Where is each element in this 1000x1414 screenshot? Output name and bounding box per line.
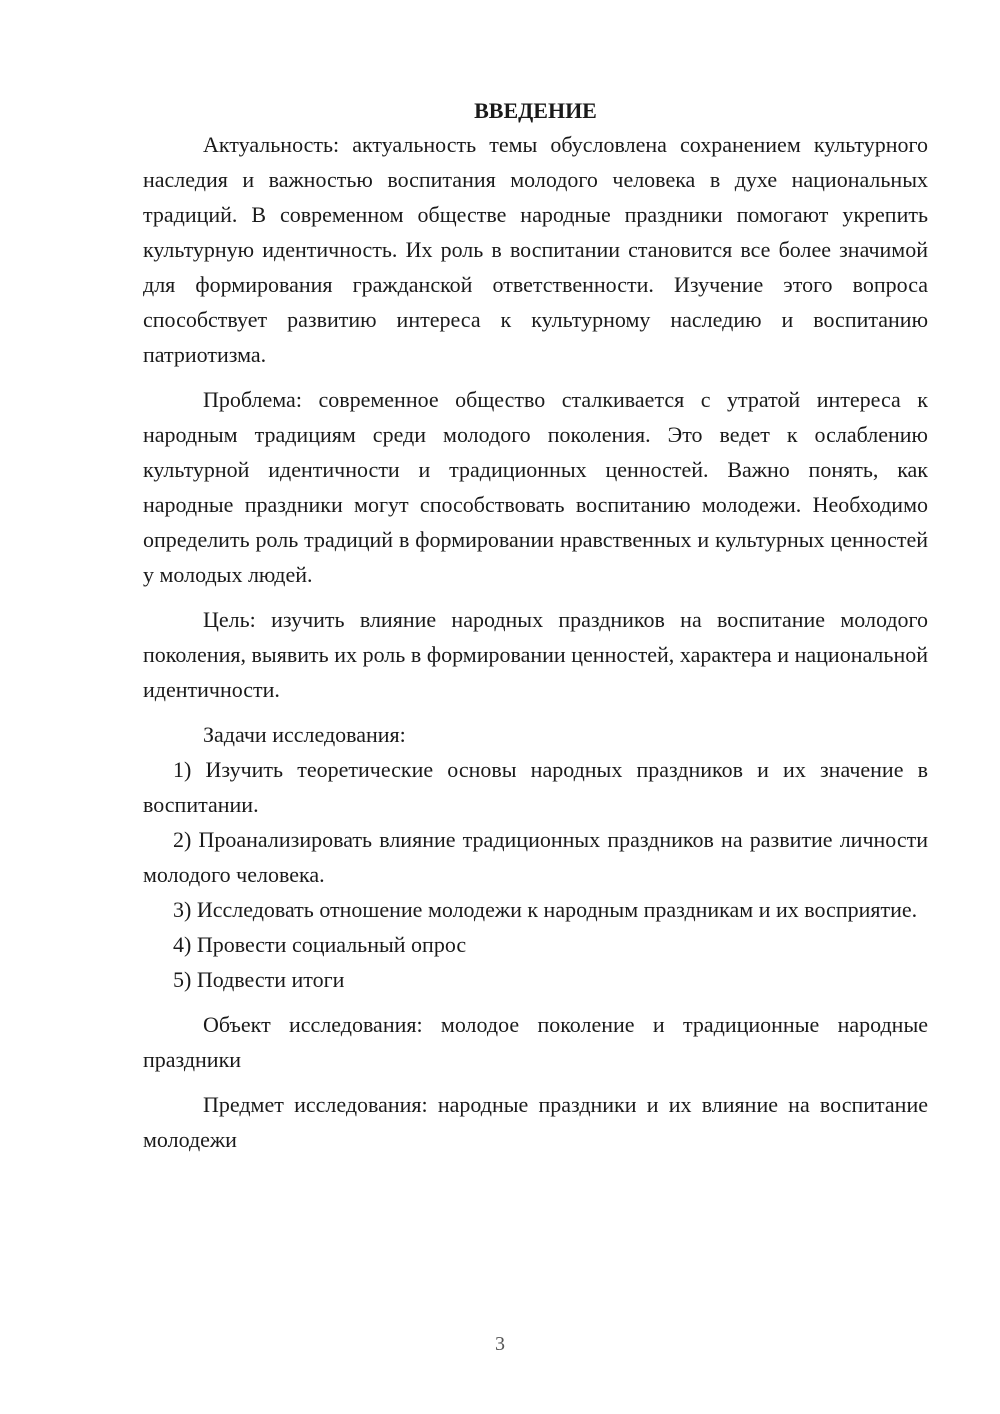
- tasks-heading: Задачи исследования:: [203, 722, 406, 747]
- page-title: ВВЕДЕНИЕ: [474, 98, 597, 123]
- list-item: 2) Проанализировать влияние традиционных праздников на развитие личности молодого человека.: [143, 827, 928, 887]
- relevance-paragraph: Актуальность: актуальность темы обусловлена сохранением культурного наследия и важностью воспитания молодого человека в духе национальных традиций. В современном обществе народные праздники помогают укрепить культурную идентичность. Их роль в воспитании становится все более значимой для формирования гражданской ответственности. Изучение этого вопроса способствует развитию интереса к культурному наследию и воспитанию патриотизма.: [143, 132, 928, 367]
- problem-paragraph: Проблема: современное общество сталкивается с утратой интереса к народным традициям среди молодого поколения. Это ведет к ослаблению культурной идентичности и традиционных ценностей. Важно понять, как народные праздники могут способствовать воспитанию молодежи. Необходимо определить роль традиций в формировании нравственных и культурных ценностей у молодых людей.: [143, 387, 928, 587]
- list-item: 1) Изучить теоретические основы народных праздников и их значение в воспитании.: [143, 757, 928, 817]
- list-item: 3) Исследовать отношение молодежи к народным праздникам и их восприятие.: [173, 897, 918, 922]
- goal-paragraph: Цель: изучить влияние народных праздников на воспитание молодого поколения, выявить их роль в формировании ценностей, характера и национальной идентичности.: [143, 607, 928, 702]
- object-paragraph: Объект исследования: молодое поколение и традиционные народные праздники: [143, 1012, 928, 1072]
- tasks-list: [143, 752, 928, 997]
- list-item: 4) Провести социальный опрос: [173, 932, 467, 957]
- subject-paragraph: Предмет исследования: народные праздники и их влияние на воспитание молодежи: [143, 1092, 928, 1152]
- document-body: [143, 93, 928, 1157]
- list-item: 5) Подвести итоги: [173, 967, 345, 992]
- page-number: 3: [495, 1333, 505, 1355]
